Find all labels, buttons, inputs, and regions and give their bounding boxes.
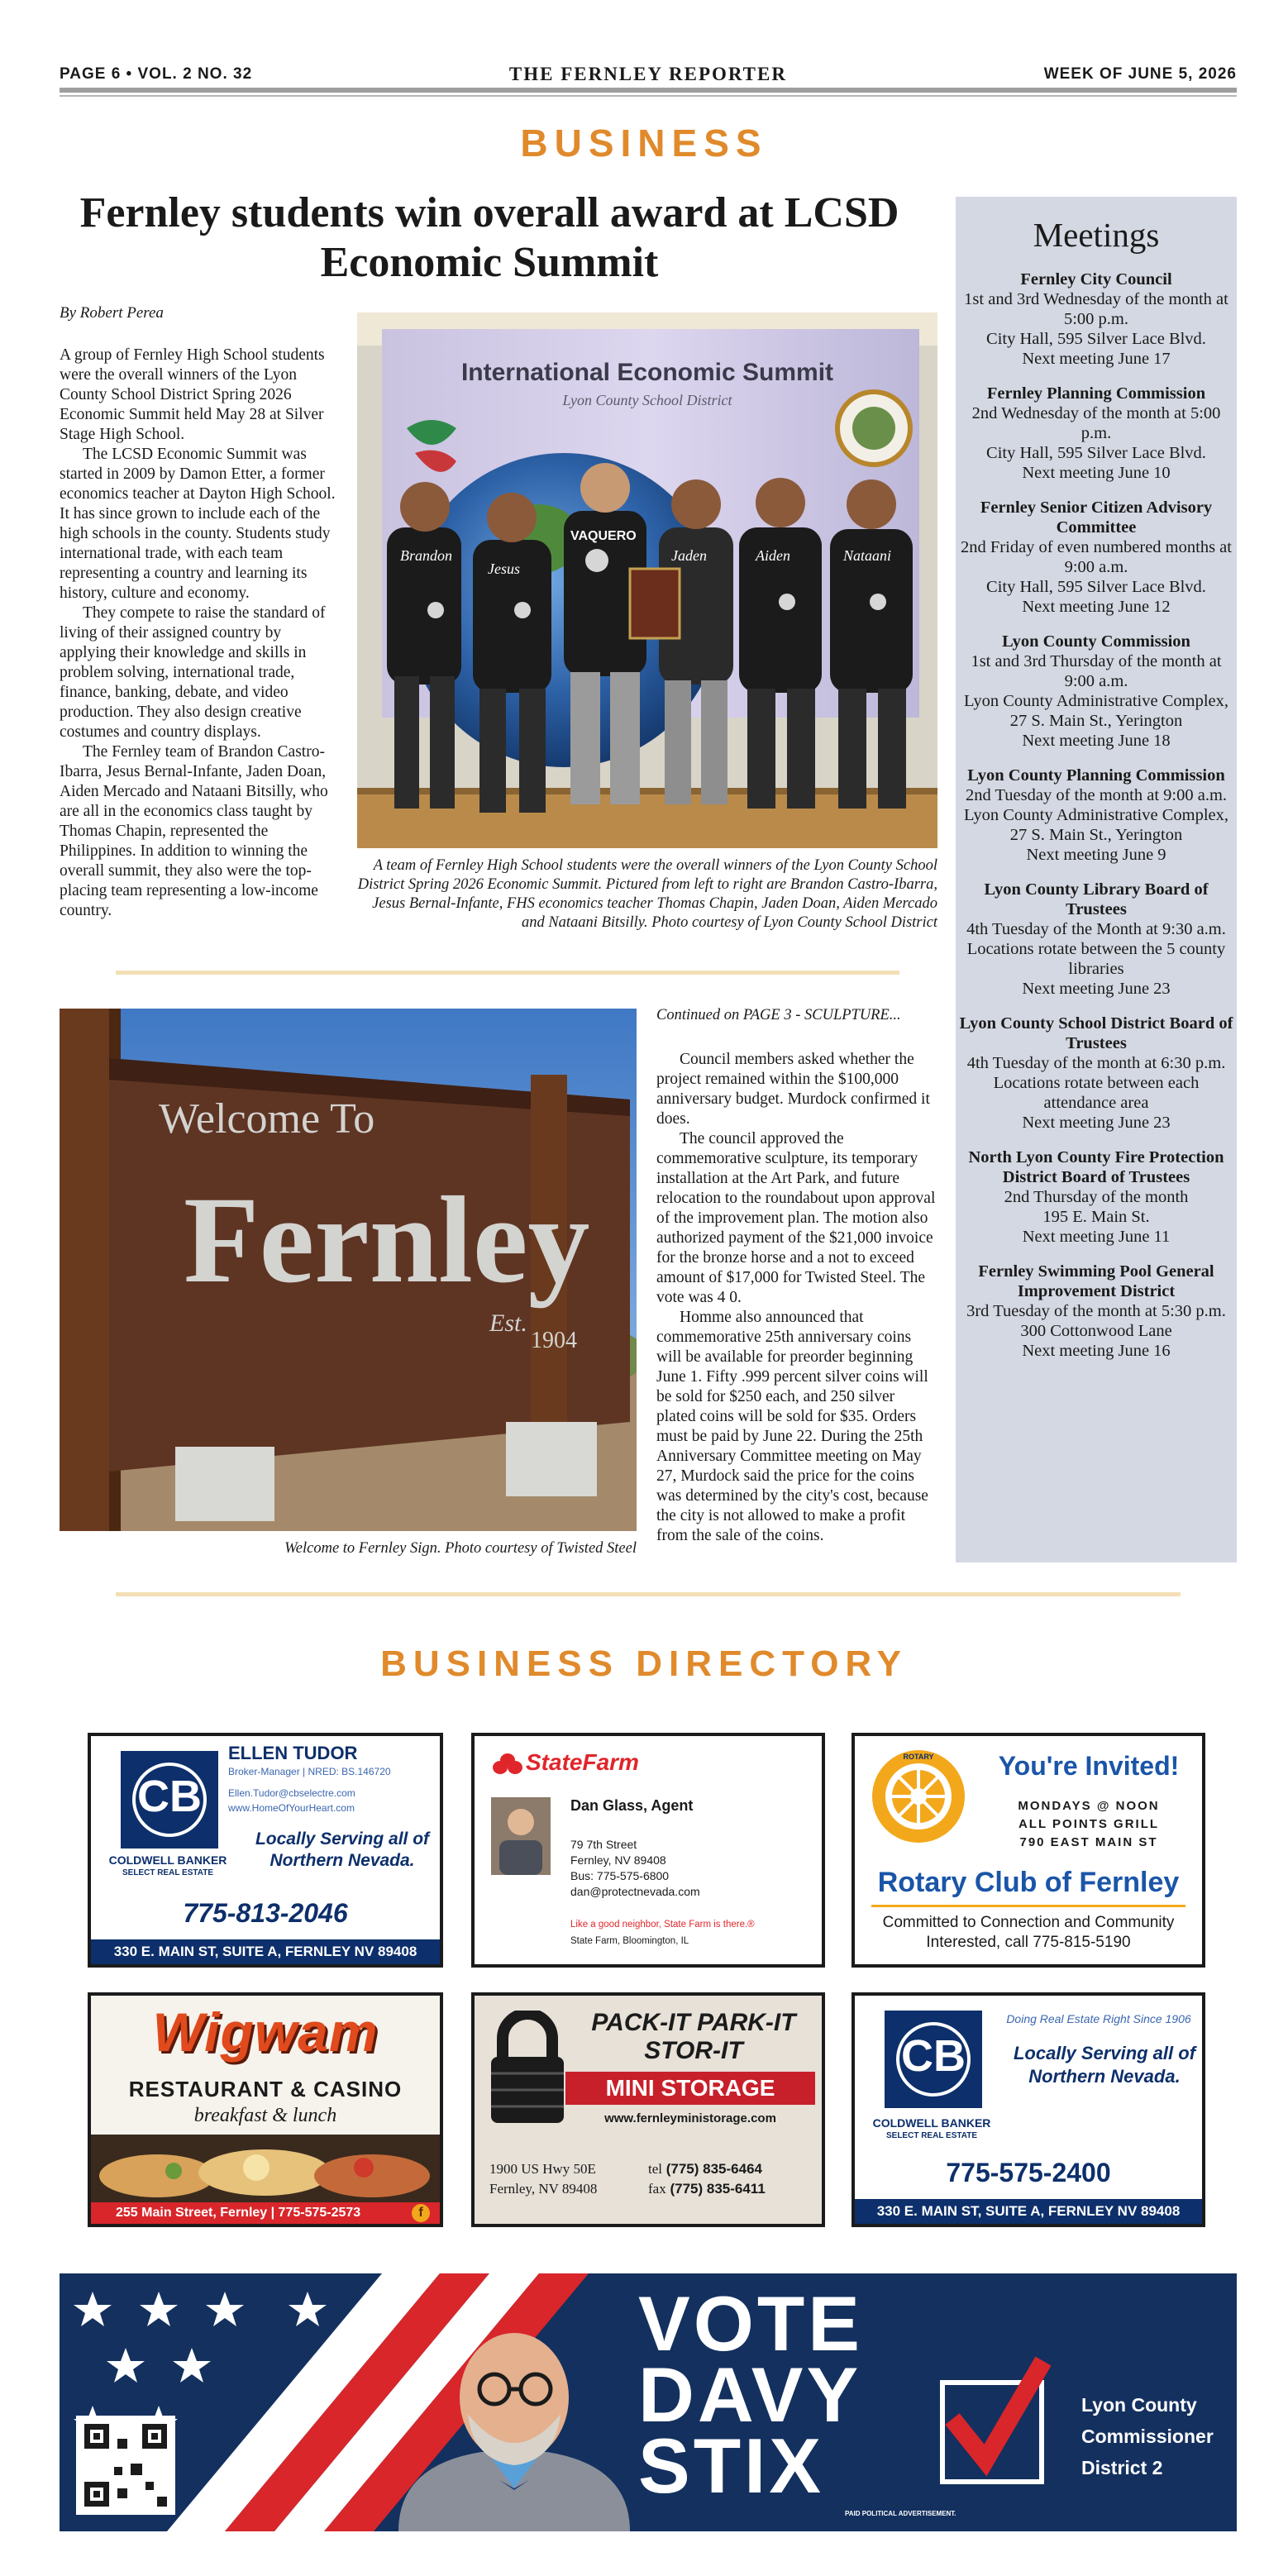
meeting-line: 2nd Thursday of the month — [1004, 1188, 1189, 1206]
meeting-name: Fernley Swimming Pool General Improvement District — [978, 1262, 1214, 1300]
meeting-line: Next meeting June 17 — [1022, 350, 1171, 368]
agent-street: 79 7th Street — [570, 1838, 637, 1851]
meetings-sidebar — [956, 197, 1237, 1562]
meeting-line: Locations rotate between each attendance area — [993, 1074, 1200, 1112]
meeting-line: City Hall, 595 Silver Lace Blvd. — [986, 444, 1206, 462]
rotary-wheel-icon — [870, 1748, 967, 1845]
meeting-entry — [956, 1262, 1237, 1361]
sign-year: 1904 — [531, 1328, 577, 1353]
agent-city: Fernley, NV 89408 — [570, 1853, 666, 1867]
packit-name-line2: STOR-IT — [644, 2037, 743, 2064]
meeting-entry — [956, 1147, 1237, 1247]
state-farm-ovals-icon — [491, 1753, 524, 1777]
vote-line-1: VOTE — [638, 2280, 863, 2367]
meeting-name: Fernley Planning Commission — [986, 384, 1206, 403]
article-paragraph: The LCSD Economic Summit was started in 2009 by Damon Etter, a former economics teacher at Dayton High School. It has since grown to include each of the high schools in the county. Students study international trade, with each team representing a country and learning its history, culture and economy. — [60, 446, 336, 602]
meeting-entry — [956, 384, 1237, 483]
meeting-line: Next meeting June 18 — [1022, 732, 1171, 750]
meeting-line: Next meeting June 23 — [1022, 1114, 1171, 1132]
meeting-line: 4th Tuesday of the month at 6:30 p.m. — [966, 1054, 1226, 1072]
meeting-line: 300 Cottonwood Lane — [1020, 1322, 1172, 1340]
meeting-entry — [956, 270, 1237, 369]
packit-fax: (775) 835-6411 — [670, 2181, 766, 2197]
rotary-club-name: Rotary Club of Fernley — [877, 1867, 1180, 1898]
fernley-sign-illustration — [60, 1009, 637, 1531]
agent-role: Broker-Manager | NRED: BS.146720 — [228, 1766, 391, 1777]
meeting-name: Lyon County Planning Commission — [967, 766, 1225, 785]
packit-address — [489, 2159, 597, 2199]
agent-phone[interactable]: Bus: 775-575-6800 — [570, 1869, 670, 1882]
students-photo-illustration — [357, 312, 937, 848]
shirt-name: Jesus — [488, 561, 520, 577]
agent-contact — [570, 1837, 700, 1900]
packit-name-line1: PACK-IT PARK-IT — [591, 2009, 796, 2036]
packit-tel[interactable]: (775) 835-6464 — [665, 2161, 762, 2177]
article-divider — [116, 971, 899, 975]
rotary-tagline-1: Committed to Connection and Community — [882, 1914, 1175, 1931]
cb-tagline: Doing Real Estate Right Since 1906 — [1006, 2012, 1191, 2025]
meeting-line: Next meeting June 12 — [1022, 598, 1171, 616]
ad-wigwam[interactable] — [88, 1992, 443, 2227]
continued-note: Continued on PAGE 3 - SCULPTURE... — [656, 1007, 901, 1023]
packit-fax-label: fax — [648, 2181, 666, 2197]
meeting-line: City Hall, 595 Silver Lace Blvd. — [986, 578, 1206, 596]
meeting-line: 195 E. Main St. — [1042, 1208, 1150, 1226]
state-farm-footer: State Farm, Bloomington, IL — [570, 1936, 689, 1946]
shirt-name: Jaden — [671, 547, 707, 564]
meeting-entry — [956, 766, 1237, 865]
cb-address: 330 E. MAIN ST, SUITE A, FERNLEY NV 89408 — [855, 2199, 1202, 2224]
agent-photo — [491, 1797, 551, 1875]
vote-office-line-2: Commissioner — [1081, 2426, 1214, 2447]
directory-title: BUSINESS DIRECTORY — [380, 1643, 908, 1684]
cb-brand: COLDWELL BANKER — [108, 1853, 227, 1867]
fernley-sign-photo — [60, 1009, 637, 1531]
article-headline: Fernley students win overall award at LCSD Economic Summit — [79, 189, 899, 286]
rotary-tagline — [855, 1913, 1202, 1953]
coldwell-banker-logo: CB — [121, 1751, 218, 1849]
coldwell-banker-logo: CB — [885, 2011, 982, 2108]
masthead-rule-thin — [60, 95, 1237, 97]
rotary-address: 790 EAST MAIN ST — [1019, 1835, 1158, 1849]
wigwam-food-photo — [91, 2135, 440, 2202]
rotary-details — [977, 1797, 1200, 1852]
masthead-date: WEEK OF JUNE 5, 2026 — [1043, 65, 1237, 83]
meeting-line: 2nd Tuesday of the month at 9:00 a.m. — [965, 786, 1228, 804]
wigwam-script: breakfast & lunch — [193, 2105, 337, 2126]
cb-brand: COLDWELL BANKER — [872, 2116, 991, 2130]
packit-website[interactable]: www.fernleyministorage.com — [604, 2111, 776, 2125]
rotary-where: ALL POINTS GRILL — [1018, 1817, 1160, 1831]
meeting-line: 3rd Tuesday of the month at 5:30 p.m. — [966, 1302, 1226, 1320]
meeting-entry — [956, 632, 1237, 751]
meeting-name: Fernley Senior Citizen Advisory Committee — [980, 499, 1213, 537]
fernley-sign-caption: Welcome to Fernley Sign. Photo courtesy of Twisted Steel — [284, 1540, 637, 1557]
meeting-entry — [956, 498, 1237, 617]
tudor-tagline: Locally Serving all of Northern Nevada. — [255, 1829, 430, 1870]
vote-office-line-1: Lyon County — [1081, 2394, 1197, 2416]
rotary-invite: You're Invited! — [998, 1751, 1180, 1781]
sign-name: Fernley — [184, 1171, 590, 1309]
meetings-title: Meetings — [1033, 216, 1160, 254]
masthead — [60, 63, 1237, 86]
meeting-line: 4th Tuesday of the Month at 9:30 a.m. — [966, 920, 1226, 938]
meeting-line: Next meeting June 9 — [1026, 846, 1166, 864]
vote-headline — [638, 2280, 969, 2509]
meeting-entry — [956, 880, 1237, 999]
rotary-seal — [870, 1748, 967, 1849]
ad-ellen-tudor[interactable] — [88, 1733, 443, 1968]
packit-tel-label: tel — [648, 2161, 662, 2177]
cb-serving: Locally Serving all of Northern Nevada. — [1013, 2043, 1196, 2087]
sign-story-paragraph: Homme also announced that commemorative 25th anniversary coins will be available for preorder beginning June 1. Fifty .999 percent silver coins will be sold for $250 each, and 250 silver plated coins will be sold for $35. Orders must be paid by June 22. During the 25th Anniversary Committee meeting on May 27, Murdock said the price for the coins was determined by the city's cost, because the city is not allowed to make a profit from the sale of the coins. — [656, 1309, 928, 1544]
masthead-paper-name: THE FERNLEY REPORTER — [508, 64, 787, 84]
banner-subtitle: Lyon County School District — [562, 392, 732, 408]
rotary-seal-text: ROTARY — [903, 1753, 934, 1761]
students-photo — [357, 312, 937, 848]
meeting-line: Lyon County Administrative Complex, 27 S. Main St., Yerington — [963, 806, 1229, 844]
packit-band: MINI STORAGE — [565, 2072, 815, 2105]
meeting-name: Lyon County School District Board of Trustees — [959, 1014, 1233, 1052]
rotary-when: MONDAYS @ NOON — [1018, 1799, 1160, 1813]
facebook-icon[interactable]: f — [412, 2204, 430, 2222]
ad-coldwell-banker[interactable] — [852, 1992, 1205, 2227]
padlock-icon — [488, 2011, 567, 2130]
agent-website[interactable]: www.HomeOfYourHeart.com — [228, 1802, 355, 1814]
cb-phone[interactable]: 775-575-2400 — [946, 2158, 1111, 2187]
vote-office-line-3: District 2 — [1081, 2457, 1163, 2478]
meeting-line: Lyon County Administrative Complex, 27 S. Main St., Yerington — [963, 692, 1229, 730]
meeting-line: 1st and 3rd Thursday of the month at 9:00 a.m. — [971, 652, 1222, 690]
state-farm-brand: StateFarm — [526, 1749, 639, 1775]
wigwam-subtitle: RESTAURANT & CASINO — [128, 2077, 403, 2101]
sign-story-body — [656, 1050, 937, 1546]
packit-phones — [648, 2159, 766, 2199]
article-body — [60, 346, 341, 921]
sign-story-paragraph: Council members asked whether the project remained within the $100,000 anniversary budget. Murdock confirmed it does. — [656, 1051, 930, 1128]
meeting-line: City Hall, 595 Silver Lace Blvd. — [986, 330, 1206, 348]
rotary-rule — [871, 1905, 1185, 1907]
ad-rotary[interactable] — [852, 1733, 1205, 1968]
ad-state-farm[interactable] — [471, 1733, 825, 1968]
shirt-name: VAQUERO — [570, 529, 637, 543]
directory-divider — [116, 1592, 1181, 1596]
agent-name: Dan Glass, Agent — [570, 1797, 694, 1814]
ad-pack-it-park-it[interactable] — [471, 1992, 825, 2227]
agent-name: ELLEN TUDOR — [228, 1743, 358, 1763]
packit-name — [565, 2009, 822, 2065]
banner-title: International Economic Summit — [460, 359, 834, 386]
meeting-name: Fernley City Council — [1020, 270, 1172, 289]
section-title: BUSINESS — [520, 122, 768, 165]
shirt-name: Brandon — [400, 547, 452, 564]
shirt-name: Nataani — [843, 547, 892, 564]
meeting-line: Next meeting June 10 — [1022, 464, 1171, 482]
meeting-name: Lyon County Commission — [1002, 632, 1190, 651]
meeting-name: North Lyon County Fire Protection District Board of Trustees — [968, 1148, 1224, 1186]
meeting-line: Locations rotate between the 5 county libraries — [966, 940, 1226, 978]
sign-est: Est. — [489, 1309, 527, 1337]
masthead-rule — [60, 88, 1237, 93]
rotary-tagline-2: Interested, call 775-815-5190 — [926, 1934, 1131, 1951]
meeting-line: 2nd Friday of even numbered months at 9:00 a.m. — [961, 538, 1232, 576]
state-farm-slogan: Like a good neighbor, State Farm is there.® — [570, 1920, 755, 1930]
ad-vote-davy-stix[interactable] — [60, 2273, 1237, 2531]
meeting-line: 2nd Wednesday of the month at 5:00 p.m. — [971, 404, 1221, 442]
vote-line-3: STIX — [638, 2422, 824, 2509]
article-paragraph: The Fernley team of Brandon Castro-Ibarra, Jesus Bernal-Infante, Jaden Doan, Aiden Mercado and Nataani Bitsilly, who are all in the economics class taught by Thomas Chapin, represented the Philippines. In addition to winning the overall summit, they also were the top-placing team representing a low-income country. — [60, 743, 328, 919]
article-paragraph: A group of Fernley High School students were the overall winners of the Lyon County School District Spring 2026 Economic Summit held May 28 at Silver Stage High School. — [60, 346, 325, 443]
shirt-name: Aiden — [756, 547, 790, 564]
wigwam-logo: Wigwam — [152, 2001, 379, 2063]
vote-disclaimer: PAID POLITICAL ADVERTISEMENT. — [845, 2510, 956, 2517]
agent-email[interactable]: Ellen.Tudor@cbselectre.com — [228, 1787, 355, 1799]
wigwam-address: 255 Main Street, Fernley | 775-575-2573 — [91, 2202, 440, 2224]
sign-welcome: Welcome To — [159, 1095, 375, 1143]
students-photo-caption: A team of Fernley High School students were the overall winners of the Lyon County School District Spring 2026 Economic Summit. Pictured from left to right are Brandon Castro-Ibarra, Jesus Bernal-Infante, FHS economics teacher Thomas Chapin, Jaden Doan, Aiden Mercado and Nataani Bitsilly. Photo courtesy of Lyon County School District — [357, 857, 937, 931]
article-byline: By Robert Perea — [60, 304, 164, 322]
cb-brand-sub: SELECT REAL ESTATE — [122, 1868, 213, 1877]
article-paragraph: They compete to raise the standard of living of their assigned country by applying their knowledge and skills in problem solving, international trade, finance, banking, debate, and video production. They also design creative costumes and country displays. — [60, 604, 326, 741]
packit-city: Fernley, NV 89408 — [489, 2181, 598, 2197]
meeting-name: Lyon County Library Board of Trustees — [984, 880, 1209, 918]
sign-story-paragraph: The council approved the commemorative sculpture, its temporary installation at the Art Park, and future relocation to the roundabout upon approval of the improvement plan. The motion also authorized payment of the $21,000 invoice for the bronze horse and a not to exceed amount of $17,000 for Twisted Steel. The vote was 4 0. — [656, 1130, 936, 1306]
agent-email[interactable]: dan@protectnevada.com — [570, 1885, 700, 1898]
meeting-line: 1st and 3rd Wednesday of the month at 5:00 p.m. — [964, 290, 1228, 328]
meeting-line: Next meeting June 23 — [1022, 980, 1171, 998]
meeting-line: Next meeting June 11 — [1022, 1228, 1171, 1246]
cb-brand-sub: SELECT REAL ESTATE — [885, 2131, 977, 2140]
tudor-phone[interactable]: 775-813-2046 — [183, 1898, 348, 1928]
packit-street: 1900 US Hwy 50E — [489, 2161, 596, 2177]
meeting-line: Next meeting June 16 — [1022, 1342, 1171, 1360]
vote-office — [1081, 2389, 1214, 2483]
masthead-page: PAGE 6 • VOL. 2 NO. 32 — [60, 65, 253, 83]
meeting-entry — [956, 1014, 1237, 1133]
state-farm-logo — [491, 1753, 524, 1782]
tudor-address: 330 E. MAIN ST, SUITE A, FERNLEY NV 89408 — [91, 1939, 440, 1964]
vote-line-2: DAVY — [638, 2351, 862, 2438]
